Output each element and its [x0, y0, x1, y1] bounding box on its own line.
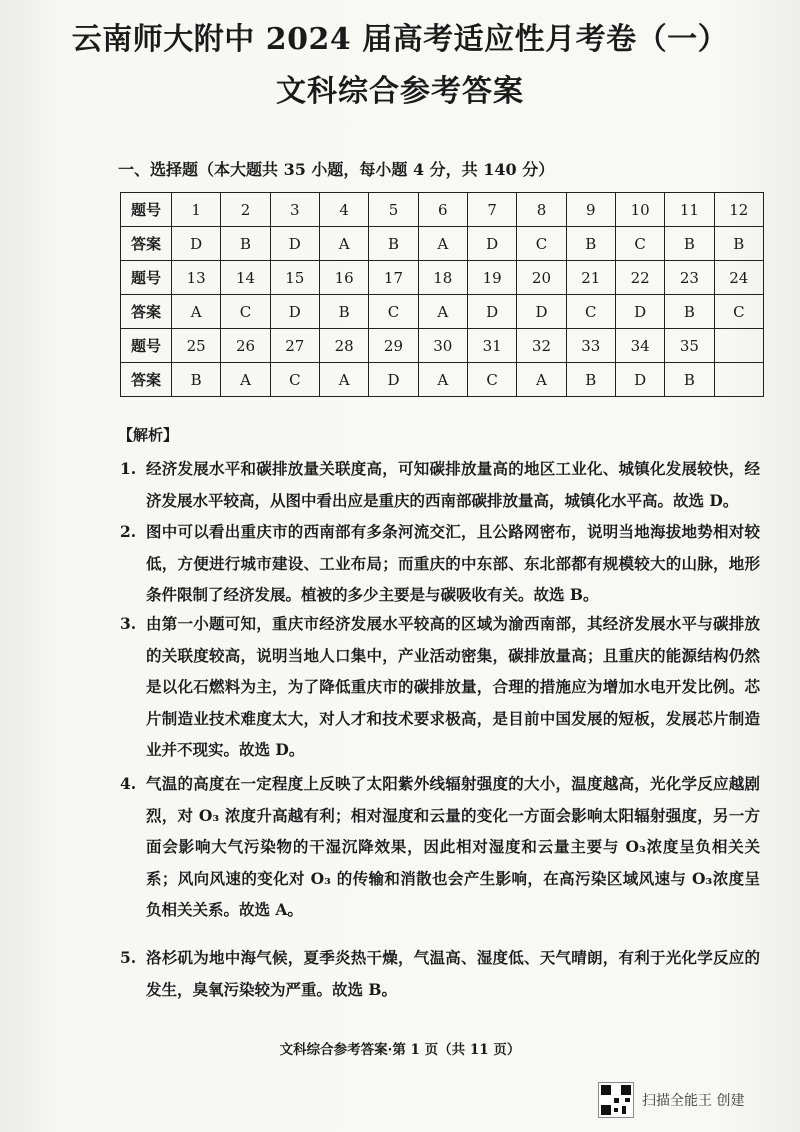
- question-number-cell: 20: [517, 261, 566, 295]
- question-number-cell: 31: [467, 329, 516, 363]
- analysis-item-text: 图中可以看出重庆市的西南部有多条河流交汇，且公路网密布，说明当地海拔地势相对较低，方便进行城市建设、工业布局；而重庆的中东部、东北部都有规模较大的山脉，地形条件限制了经济发展。植被的多少主要是与碳吸收有关。故选 B。: [146, 522, 760, 604]
- question-number-cell: 15: [270, 261, 319, 295]
- question-number-cell: 16: [319, 261, 368, 295]
- analysis-item-number: 4.: [120, 774, 137, 793]
- answer-cell: D: [517, 295, 566, 329]
- answer-label-cell: 答案: [121, 295, 172, 329]
- answer-cell: [714, 363, 763, 397]
- document-title: 云南师大附中 2024 届高考适应性月考卷（一）: [71, 22, 729, 57]
- analysis-item: [120, 516, 760, 611]
- analysis-item-number: 1.: [120, 459, 137, 478]
- question-number-cell: 1: [172, 193, 221, 227]
- answer-cell: A: [172, 295, 221, 329]
- section-heading: 一、选择题（本大题共 35 小题，每小题 4 分，共 140 分）: [118, 160, 555, 179]
- analysis-item-text: 经济发展水平和碳排放量关联度高，可知碳排放量高的地区工业化、城镇化发展较快，经济发展水平较高，从图中看出应是重庆的西南部碳排放量高，城镇化水平高。故选 D。: [146, 459, 760, 510]
- analysis-item-number: 5.: [120, 948, 137, 967]
- answer-cell: B: [319, 295, 368, 329]
- answer-cell: A: [418, 227, 467, 261]
- answer-label-cell: 答案: [121, 363, 172, 397]
- answer-cell: D: [615, 363, 664, 397]
- analysis-heading: 【解析】: [118, 426, 179, 444]
- question-number-cell: 34: [615, 329, 664, 363]
- question-number-cell: 19: [467, 261, 516, 295]
- question-number-cell: 21: [566, 261, 615, 295]
- question-number-cell: 2: [221, 193, 270, 227]
- analysis-item: [120, 608, 760, 766]
- answer-cell: C: [221, 295, 270, 329]
- answer-cell: C: [467, 363, 516, 397]
- answer-cell: B: [566, 227, 615, 261]
- qr-code-icon: [598, 1082, 634, 1118]
- question-number-cell: 32: [517, 329, 566, 363]
- question-number-cell: 6: [418, 193, 467, 227]
- question-number-row: [121, 329, 764, 363]
- answer-cell: B: [221, 227, 270, 261]
- answer-cell: A: [319, 363, 368, 397]
- question-number-cell: 18: [418, 261, 467, 295]
- answer-cell: D: [615, 295, 664, 329]
- answer-cell: B: [172, 363, 221, 397]
- analysis-item: [120, 453, 760, 516]
- answer-cell: D: [172, 227, 221, 261]
- answer-cell: B: [665, 363, 714, 397]
- answer-row: [121, 295, 764, 329]
- answer-cell: B: [665, 295, 714, 329]
- question-number-cell: 13: [172, 261, 221, 295]
- question-number-cell: 25: [172, 329, 221, 363]
- question-label-cell: 题号: [121, 193, 172, 227]
- answer-table: [120, 192, 764, 397]
- question-number-cell: 17: [369, 261, 418, 295]
- question-number-cell: 11: [665, 193, 714, 227]
- answer-cell: C: [517, 227, 566, 261]
- answer-label-cell: 答案: [121, 227, 172, 261]
- answer-cell: C: [270, 363, 319, 397]
- question-number-cell: 26: [221, 329, 270, 363]
- answer-cell: C: [369, 295, 418, 329]
- answer-cell: C: [714, 295, 763, 329]
- answer-cell: A: [517, 363, 566, 397]
- analysis-item-text: 气温的高度在一定程度上反映了太阳紫外线辐射强度的大小，温度越高，光化学反应越剧烈，对 O₃ 浓度升高越有利；相对湿度和云量的变化一方面会影响太阳辐射强度，另一方面会影响大气污染物的干湿沉降效果，因此相对湿度和云量主要与 O₃浓度呈负相关关系；风向风速的变化对 O₃ 的传输和消散也会产生影响，在高污染区域风速与 O₃浓度呈负相关关系。故选 A。: [146, 774, 760, 919]
- question-number-cell: 28: [319, 329, 368, 363]
- answer-row: [121, 363, 764, 397]
- question-number-cell: 30: [418, 329, 467, 363]
- question-number-cell: 8: [517, 193, 566, 227]
- question-number-cell: 33: [566, 329, 615, 363]
- question-label-cell: 题号: [121, 261, 172, 295]
- answer-cell: A: [319, 227, 368, 261]
- answer-cell: B: [369, 227, 418, 261]
- analysis-item-text: 洛杉矶为地中海气候，夏季炎热干燥，气温高、湿度低、天气晴朗，有利于光化学反应的发生，臭氧污染较为严重。故选 B。: [146, 948, 760, 999]
- analysis-item-number: 2.: [120, 522, 137, 541]
- answer-cell: B: [714, 227, 763, 261]
- answer-row: [121, 227, 764, 261]
- answer-cell: D: [270, 227, 319, 261]
- document-subtitle: 文科综合参考答案: [276, 74, 524, 109]
- scanner-watermark: 扫描全能王 创建: [642, 1093, 745, 1109]
- question-number-cell: 22: [615, 261, 664, 295]
- answer-cell: D: [369, 363, 418, 397]
- question-number-cell: 24: [714, 261, 763, 295]
- answer-cell: D: [467, 227, 516, 261]
- question-number-row: [121, 261, 764, 295]
- answer-cell: A: [418, 295, 467, 329]
- answer-cell: A: [221, 363, 270, 397]
- answer-cell: D: [467, 295, 516, 329]
- analysis-item-number: 3.: [120, 614, 137, 633]
- question-number-cell: [714, 329, 763, 363]
- answer-cell: D: [270, 295, 319, 329]
- question-number-cell: 7: [467, 193, 516, 227]
- answer-cell: A: [418, 363, 467, 397]
- question-number-cell: 27: [270, 329, 319, 363]
- question-number-cell: 5: [369, 193, 418, 227]
- question-number-cell: 9: [566, 193, 615, 227]
- analysis-item: [120, 768, 760, 926]
- analysis-item-text: 由第一小题可知，重庆市经济发展水平较高的区域为渝西南部，其经济发展水平与碳排放的关联度较高，说明当地人口集中，产业活动密集，碳排放量高；且重庆的能源结构仍然是以化石燃料为主，为了降低重庆市的碳排放量，合理的措施应为增加水电开发比例。芯片制造业技术难度太大，对人才和技术要求极高，是目前中国发展的短板，发展芯片制造业并不现实。故选 D。: [146, 614, 760, 759]
- question-label-cell: 题号: [121, 329, 172, 363]
- question-number-cell: 4: [319, 193, 368, 227]
- question-number-row: [121, 193, 764, 227]
- page-footer: 文科综合参考答案·第 1 页（共 11 页）: [279, 1042, 521, 1058]
- question-number-cell: 12: [714, 193, 763, 227]
- question-number-cell: 14: [221, 261, 270, 295]
- question-number-cell: 3: [270, 193, 319, 227]
- question-number-cell: 35: [665, 329, 714, 363]
- answer-cell: B: [665, 227, 714, 261]
- answer-cell: B: [566, 363, 615, 397]
- question-number-cell: 10: [615, 193, 664, 227]
- question-number-cell: 23: [665, 261, 714, 295]
- answer-cell: C: [615, 227, 664, 261]
- answer-cell: C: [566, 295, 615, 329]
- analysis-item: [120, 942, 760, 1005]
- question-number-cell: 29: [369, 329, 418, 363]
